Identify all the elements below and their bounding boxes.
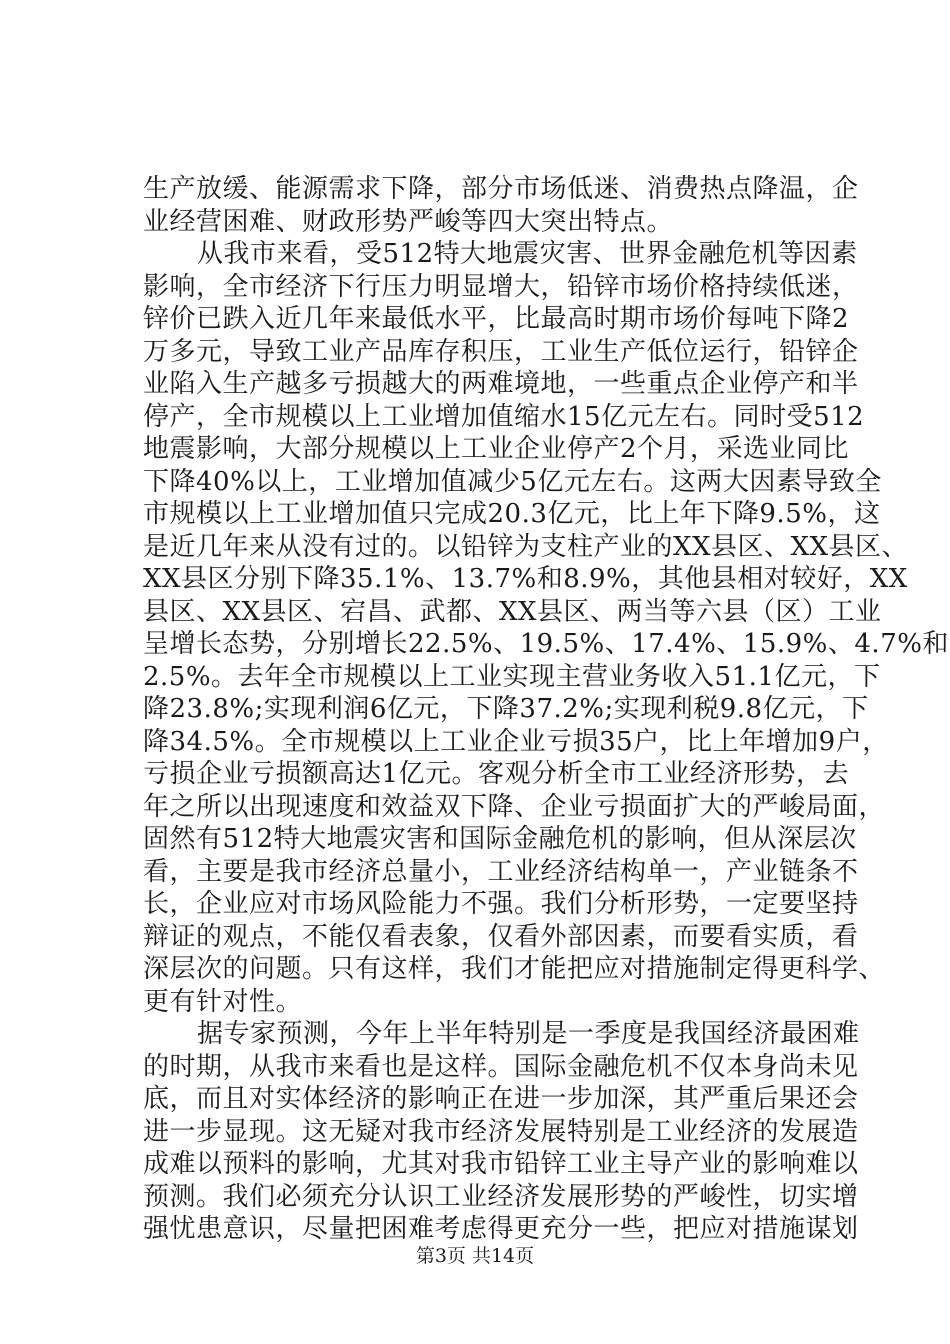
text-line: 业经营困难、财政形势严峻等四大突出特点。 (143, 206, 674, 237)
text-line: 进一步显现。这无疑对我市经济发展特别是工业经济的发展造 (143, 1116, 859, 1147)
text-line: 万多元，导致工业产品库存积压，工业生产低位运行，铅锌企 (143, 336, 859, 367)
document-body (143, 173, 949, 1246)
text-line: 强忧患意识，尽量把困难考虑得更充分一些，把应对措施谋划 (143, 1214, 859, 1244)
text-line: 长，企业应对市场风险能力不强。我们分析形势，一定要坚持 (143, 889, 859, 919)
text-line: 锌价已跌入近几年来最低水平，比最高时期市场价每吨下降2 (143, 304, 850, 334)
text-line: 底，而且对实体经济的影响正在进一步加深，其严重后果还会 (143, 1084, 859, 1114)
text-line: 辩证的观点，不能仅看表象，仅看外部因素，而要看实质，看 (143, 921, 859, 952)
paragraph (143, 173, 859, 238)
text-line: 成难以预料的影响，尤其对我市铅锌工业主导产业的影响难以 (143, 1149, 859, 1179)
text-line: 据专家预测，今年上半年特别是一季度是我国经济最困难 (197, 1019, 860, 1049)
text-line: 业陷入生产越多亏损越大的两难境地，一些重点企业停产和半 (143, 369, 859, 399)
text-line: 年之所以出现速度和效益双下降、企业亏损面扩大的严峻局面， (143, 791, 886, 822)
text-line: 呈增长态势，分别增长22.5%、19.5%、17.4%、15.9%、4.7%和 (143, 629, 949, 659)
text-line: 从我市来看，受512特大地震灾害、世界金融危机等因素 (197, 239, 858, 269)
text-line: 预测。我们必须充分认识工业经济发展形势的严峻性，切实增 (143, 1181, 859, 1212)
text-line: 降34.5%。全市规模以上工业企业亏损35户，比上年增加9户， (143, 726, 889, 757)
text-line: 更有针对性。 (143, 986, 303, 1017)
text-line: 下降40%以上，工业增加值减少5亿元左右。这两大因素导致全 (143, 466, 882, 497)
text-line: 深层次的问题。只有这样，我们才能把应对措施制定得更科学、 (143, 954, 886, 984)
paragraph (143, 1018, 860, 1246)
text-line: 停产，全市规模以上工业增加值缩水15亿元左右。同时受512 (143, 401, 865, 432)
text-line: XX县区分别下降35.1%、13.7%和8.9%，其他县相对较好，XX (143, 564, 908, 594)
text-line: 降23.8%;实现利润6亿元，下降37.2%;实现利税9.8亿元，下 (143, 694, 869, 724)
text-line: 影响，全市经济下行压力明显增大，铅锌市场价格持续低迷， (143, 271, 859, 302)
text-line: 市规模以上工业增加值只完成20.3亿元，比上年下降9.5%，这 (143, 499, 881, 529)
paragraph (143, 238, 949, 1018)
text-line: 地震影响，大部分规模以上工业企业停产2个月，采选业同比 (143, 434, 850, 464)
text-line: 生产放缓、能源需求下降，部分市场低迷、消费热点降温，企 (143, 174, 859, 204)
text-line: 的时期，从我市来看也是这样。国际金融危机不仅本身尚未见 (143, 1051, 859, 1082)
text-line: 2.5%。去年全市规模以上工业实现主营业务收入51.1亿元，下 (143, 661, 881, 692)
text-line: 固然有512特大地震灾害和国际金融危机的影响，但从深层次 (143, 824, 857, 854)
text-line: 是近几年来从没有过的。以铅锌为支柱产业的XX县区、XX县区、 (143, 531, 909, 562)
text-line: 亏损企业亏损额高达1亿元。客观分析全市工业经济形势，去 (143, 759, 850, 789)
text-line: 看，主要是我市经济总量小，工业经济结构单一，产业链条不 (143, 856, 859, 887)
page-footer: 第3页 共14页 (415, 1245, 535, 1267)
text-line: 县区、XX县区、宕昌、武都、XX县区、两当等六县（区）工业 (143, 596, 882, 627)
